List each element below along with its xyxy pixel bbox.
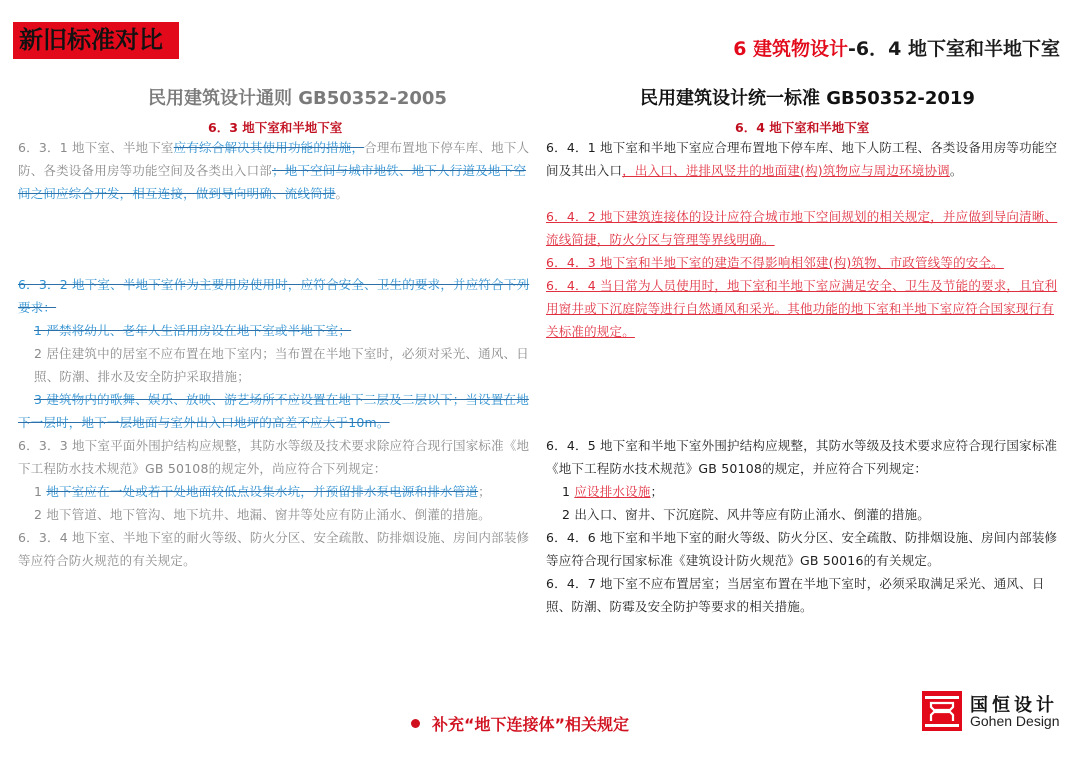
clause-6-3-2-item-1	[18, 319, 532, 342]
chapter-label: 6 建筑物设计	[733, 38, 849, 60]
clause-6-3-2-item-3	[18, 388, 532, 434]
section-header	[733, 34, 1060, 61]
company-logo	[922, 691, 1062, 733]
logo-name-cn: 国恒设计	[970, 695, 1058, 716]
new-section-subtitle: 6．4 地下室和半地下室	[735, 120, 870, 135]
inserted-text: 6．4．3 地下室和半地下室的建造不得影响相邻建(构)筑物、市政管线等的安全。	[546, 255, 1004, 270]
clause-6-3-2-item-2	[18, 342, 532, 388]
deleted-text: 6．3．2 地下室、半地下室作为主要用房使用时，应符合安全、卫生的要求，并应符合下列要求：	[18, 277, 530, 315]
clause-text: 6．3．3 地下室平面外围护结构应规整，其防水等级及技术要求除应符合现行国家标准《地下工程防水技术规范》GB 50108的规定外，尚应符合下列规定：	[18, 438, 530, 476]
clause-text: 合理布置地下停车库、地下人防、各类设备用房等功能空间及各类出入口部	[18, 140, 530, 178]
clause-6-3-4	[18, 526, 532, 572]
summary-text: 补充“地下连接体”相关规定	[432, 715, 630, 734]
clause-6-4-5-item-1	[562, 480, 1062, 503]
clause-6-3-3-item-2	[34, 503, 534, 526]
clause-text: 6．4．6 地下室和半地下室的耐火等级、防火分区、安全疏散、防排烟设施、房间内部装修等应符合现行国家标准《建筑设计防火规范》GB 50016的有关规定。	[546, 530, 1058, 568]
old-standard-title: 民用建筑设计通则 GB50352-2005	[148, 88, 447, 109]
clause-6-4-2	[546, 205, 1060, 251]
inserted-text: ，出入口、进排风竖井的地面建(构)筑物应与周边环境协调	[622, 163, 950, 178]
clause-6-4-5	[546, 434, 1060, 480]
clause-text: 6．3．1 地下室、半地下室	[18, 140, 174, 155]
deleted-text: 3 建筑物内的歌舞、娱乐、放映、游艺场所不应设置在地下二层及二层以下；当设置在地下一层时，地下一层地面与室外出入口地坪的高差不应大于10m。	[18, 392, 529, 430]
logo-name-en: Gohen Design	[970, 713, 1060, 729]
clause-6-4-7	[546, 572, 1060, 618]
clause-text: ；	[650, 484, 664, 499]
clause-text: 。	[949, 163, 963, 178]
clause-text: 2 地下管道、地下管沟、地下坑井、地漏、窗井等处应有防止涌水、倒灌的措施。	[34, 507, 491, 522]
deleted-text: ；地下空间与城市地铁、地下人行道及地下空间之间应综合开发，相互连接，做到导向明确、流线简捷	[18, 163, 527, 201]
clause-6-3-3-item-1	[34, 480, 534, 503]
summary-note	[411, 712, 629, 735]
clause-6-4-3	[546, 251, 1060, 274]
clause-6-4-5-item-2	[562, 503, 1062, 526]
item-number: 1	[34, 484, 47, 499]
new-standard-title: 民用建筑设计统一标准 GB50352-2019	[640, 88, 975, 109]
clause-text: ；	[478, 484, 491, 499]
inserted-text: 6．4．4 当日常为人员使用时，地下室和半地下室应满足安全、卫生及节能的要求，且宜利用窗井或下沉庭院等进行自然通风和采光。其他功能的地下室和半地下室应符合国家现行有关标准的规定。	[546, 278, 1058, 339]
clause-6-4-1	[546, 136, 1060, 182]
clause-text: 。	[335, 186, 349, 201]
deleted-text: 应有综合解决其使用功能的措施，	[173, 140, 365, 155]
clause-6-4-6	[546, 526, 1060, 572]
clause-6-4-4	[546, 274, 1060, 343]
clause-6-3-1	[18, 136, 532, 205]
clause-text: 6．4．5 地下室和半地下室外围护结构应规整，其防水等级及技术要求应符合现行国家标准《地下工程防水技术规范》GB 50108的规定，并应符合下列规定：	[546, 438, 1058, 476]
clause-text: 2 居住建筑中的居室不应布置在地下室内；当布置在半地下室时，必须对采光、通风、日照、防潮、排水及安全防护采取措施；	[34, 346, 529, 384]
section-label: -6．4 地下室和半地下室	[848, 38, 1060, 60]
deleted-text: 地下室应在一处或若干处地面较低点设集水坑，并预留排水泵电源和排水管道	[46, 484, 479, 499]
logo-mark-icon	[922, 691, 962, 731]
page-badge: 新旧标准对比	[13, 22, 179, 59]
clause-text: 2 出入口、窗井、下沉庭院、风井等应有防止涌水、倒灌的措施。	[562, 507, 930, 522]
inserted-text: 6．4．2 地下建筑连接体的设计应符合城市地下空间规划的相关规定，并应做到导向清晰、流线简捷，防火分区与管理等界线明确。	[546, 209, 1058, 247]
clause-text: 6．4．7 地下室不应布置居室；当居室布置在半地下室时，必须采取满足采光、通风、日照、防潮、防霉及安全防护等要求的相关措施。	[546, 576, 1045, 614]
clause-6-3-2	[18, 273, 532, 319]
clause-text: 6．4．1 地下室和半地下室应合理布置地下停车库、地下人防工程、各类设备用房等功能空间及其出入口	[546, 140, 1058, 178]
clause-6-3-3	[18, 434, 532, 480]
bullet-icon	[411, 719, 420, 728]
clause-text: 6．3．4 地下室、半地下室的耐火等级、防火分区、安全疏散、防排烟设施、房间内部装修等应符合防火规范的有关规定。	[18, 530, 530, 568]
item-number: 1	[562, 484, 575, 499]
old-section-subtitle: 6．3 地下室和半地下室	[208, 120, 343, 135]
inserted-text: 应设排水设施	[574, 484, 651, 499]
deleted-text: 1 严禁将幼儿、老年人生活用房设在地下室或半地下室；	[34, 323, 352, 338]
